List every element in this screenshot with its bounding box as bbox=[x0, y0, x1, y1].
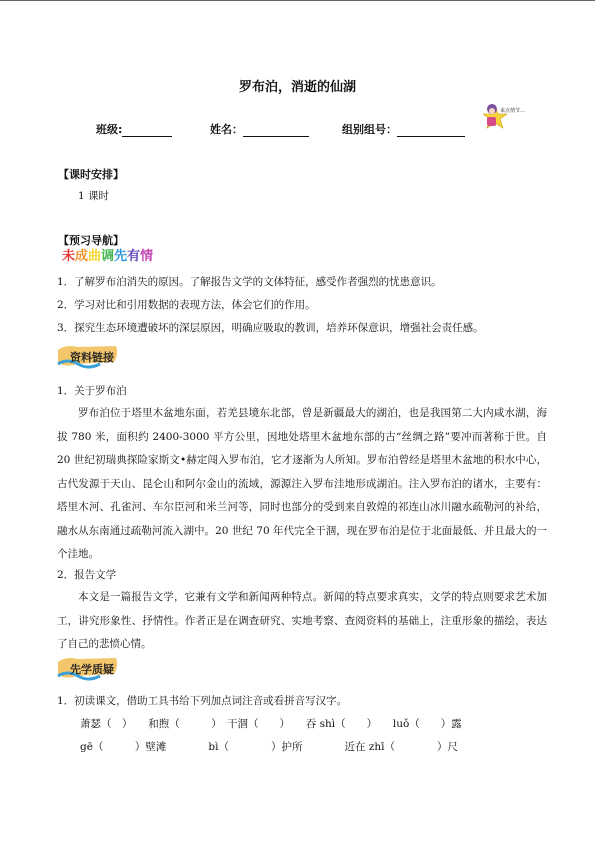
banner-char: 曲 bbox=[88, 249, 102, 264]
group-blank[interactable] bbox=[397, 125, 465, 137]
question-1-row-2: gē（ ）壁滩 bì（ ）护所 近在 zhī（ ）尺 bbox=[80, 741, 459, 753]
schedule-content: 1 课时 bbox=[78, 190, 110, 202]
banner-char: 调 bbox=[101, 249, 115, 264]
preview-banner bbox=[62, 245, 182, 264]
goal-3: 3．探究生态环境遭破坏的深层原因，明确应吸取的教训，培养环保意识，增强社会责任感。 bbox=[57, 322, 484, 334]
banner-char: 有 bbox=[127, 249, 141, 264]
class-field bbox=[96, 121, 172, 137]
group-label: 组别组号： bbox=[342, 123, 397, 136]
schedule-heading: 【课时安排】 bbox=[58, 168, 124, 181]
sticker-text: 来点情节… bbox=[500, 108, 525, 114]
banner-char: 情 bbox=[140, 249, 154, 264]
name-label: 姓名： bbox=[210, 123, 243, 136]
material-1-title: 1．关于罗布泊 bbox=[57, 385, 127, 397]
class-label: 班级: bbox=[96, 123, 123, 136]
banner-char: 先 bbox=[114, 249, 128, 264]
header-rule bbox=[0, 0, 595, 1]
material-2-text: 本文是一篇报告文学，它兼有文学和新闻两种特点。新闻的特点要求真实，文学的特点则要求艺术加工，讲究形象性、抒情性。作者正是在调查研究、实地考察、查阅资料的基础上，注重形象的描绘，表达了自己的悲愤心情。 bbox=[57, 591, 547, 650]
preview-heading: 【预习导航】 bbox=[58, 234, 124, 247]
question-1-row-1: 萧瑟（ ） 和煦（ ） 干涸（ ） 吞 shì（ ） luǒ（ ）露 bbox=[80, 718, 462, 730]
group-field bbox=[342, 121, 465, 137]
banner-char: 未 bbox=[62, 249, 76, 264]
name-blank[interactable] bbox=[243, 125, 309, 137]
goal-1: 1．了解罗布泊消失的原因。了解报告文学的文体特征，感受作者强烈的忧患意识。 bbox=[57, 276, 442, 288]
page-title: 罗布泊，消逝的仙湖 bbox=[238, 80, 356, 95]
questions-badge-label: 先学质疑 bbox=[70, 663, 114, 676]
cartoon-star-sticker bbox=[483, 100, 525, 136]
material-1-text: 罗布泊位于塔里木盆地东面，若羌县境东北部，曾是新疆最大的湖泊，也是我国第二大内咸水湖，海拔 780 米，面积约 2400-3000 平方公里，因地处塔里木盆地东部的古“丝绸之路”要冲而著称于世。自 20 世纪初瑞典探险家斯文•赫定闯入罗布泊，它才逐渐为人所知。罗布泊曾经是塔里木盆地的积水中心，古代发源于天山、昆仑山和阿尔金山的流域，源源注入罗布洼地形成湖泊。注入罗布泊的诸水，主要有：塔里木河、孔雀河、车尔臣河和米兰河等，同时也部分的受到来自敦煌的祁连山冰川融水疏勒河的补给，融水从东南通过疏勒河流入湖中。20 世纪 70 年代完全干涸，现在罗布泊是位于北面最低、并且最大的一个洼地。 bbox=[57, 407, 547, 560]
materials-badge-label: 资料链接 bbox=[70, 351, 114, 364]
materials-badge bbox=[56, 344, 120, 370]
name-field bbox=[210, 121, 309, 137]
material-2-title: 2．报告文学 bbox=[57, 569, 117, 581]
banner-char: 成 bbox=[75, 249, 89, 264]
class-blank[interactable] bbox=[122, 125, 172, 137]
question-1: 1．初读课文，借助工具书给下列加点词注音或看拼音写汉字。 bbox=[57, 695, 348, 707]
questions-badge bbox=[56, 656, 120, 682]
goal-2: 2．学习对比和引用数据的表现方法，体会它们的作用。 bbox=[57, 299, 316, 311]
